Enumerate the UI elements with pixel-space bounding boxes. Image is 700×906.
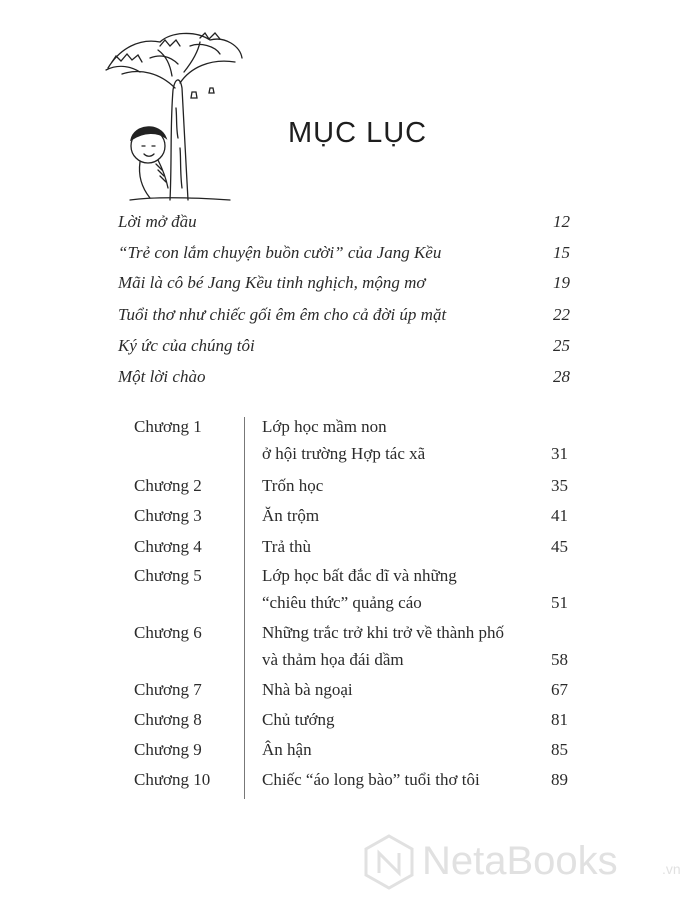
toc-entry-page: 22	[553, 305, 570, 324]
chapter-label: Chương 10	[134, 770, 211, 789]
watermark-suffix: .vn	[662, 861, 681, 877]
chapter-title-line2[interactable]: ở hội trường Hợp tác xã	[262, 444, 426, 463]
chapter-label: Chương 1	[134, 417, 202, 436]
toc-intro-entry[interactable]	[118, 212, 570, 236]
n-logo-icon	[360, 833, 418, 891]
toc-intro-entry[interactable]	[118, 273, 570, 297]
toc-entry-page: 19	[553, 273, 570, 292]
chapter-title-line1[interactable]: Chủ tướng	[262, 710, 335, 729]
toc-entry-page: 15	[553, 243, 570, 262]
chapter-title-line1[interactable]: Chiếc “áo long bào” tuổi thơ tôi	[262, 770, 480, 789]
watermark-brand: NetaBooks	[422, 839, 618, 883]
chapter-title-line2[interactable]: và thảm họa đái dầm	[262, 650, 404, 669]
chapter-label: Chương 3	[134, 506, 202, 525]
chapter-page: 41	[551, 506, 568, 525]
chapter-title-line1[interactable]: Trả thù	[262, 537, 311, 556]
chapter-label: Chương 5	[134, 566, 202, 585]
toc-intro-entry[interactable]	[118, 367, 570, 391]
chapter-page: 45	[551, 537, 568, 556]
chapter-label: Chương 6	[134, 623, 202, 642]
chapter-label: Chương 7	[134, 680, 202, 699]
toc-entry-page: 25	[553, 336, 570, 355]
chapter-label: Chương 4	[134, 537, 202, 556]
chapter-page: 51	[551, 593, 568, 612]
toc-intro-entry[interactable]	[118, 243, 570, 267]
toc-entry-page: 12	[553, 212, 570, 231]
chapter-page: 58	[551, 650, 568, 669]
chapter-title-line1[interactable]: Nhà bà ngoại	[262, 680, 353, 699]
chapter-title-line1[interactable]: Trốn học	[262, 476, 324, 495]
chapter-title-line1[interactable]: Ăn trộm	[262, 506, 320, 525]
toc-intro-entry[interactable]	[118, 305, 570, 329]
chapter-page: 85	[551, 740, 568, 759]
chapter-divider-line	[244, 417, 245, 799]
chapter-label: Chương 2	[134, 476, 202, 495]
page-title: MỤC LỤC	[288, 117, 428, 149]
chapter-title-line1[interactable]: Những trắc trở khi trở về thành phố	[262, 623, 505, 642]
chapter-title-line1[interactable]: Ân hận	[262, 740, 312, 759]
toc-entry-title: Ký ức của chúng tôi	[118, 336, 255, 355]
chapter-title-line1[interactable]: Lớp học mầm non	[262, 417, 387, 436]
toc-entry-title: Tuổi thơ như chiếc gối êm êm cho cả đời úp mặt	[118, 305, 447, 324]
chapter-label: Chương 9	[134, 740, 202, 759]
toc-intro-entry[interactable]	[118, 336, 570, 360]
toc-entry-title: “Trẻ con lắm chuyện buồn cười” của Jang Kều	[118, 243, 442, 262]
toc-entry-page: 28	[553, 367, 570, 386]
chapter-page: 67	[551, 680, 568, 699]
chapter-page: 89	[551, 770, 568, 789]
chapter-label: Chương 8	[134, 710, 202, 729]
toc-entry-title: Mãi là cô bé Jang Kều tinh nghịch, mộng mơ	[118, 273, 426, 292]
chapter-title-line2[interactable]: “chiêu thức” quảng cáo	[262, 593, 422, 612]
netabooks-watermark	[360, 833, 700, 893]
chapter-page: 81	[551, 710, 568, 729]
tree-child-illustration-icon	[100, 28, 245, 203]
toc-entry-title: Lời mở đầu	[118, 212, 197, 231]
chapter-title-line1[interactable]: Lớp học bất đắc dĩ và những	[262, 566, 457, 585]
toc-entry-title: Một lời chào	[118, 367, 206, 386]
chapter-page: 31	[551, 444, 568, 463]
chapter-page: 35	[551, 476, 568, 495]
